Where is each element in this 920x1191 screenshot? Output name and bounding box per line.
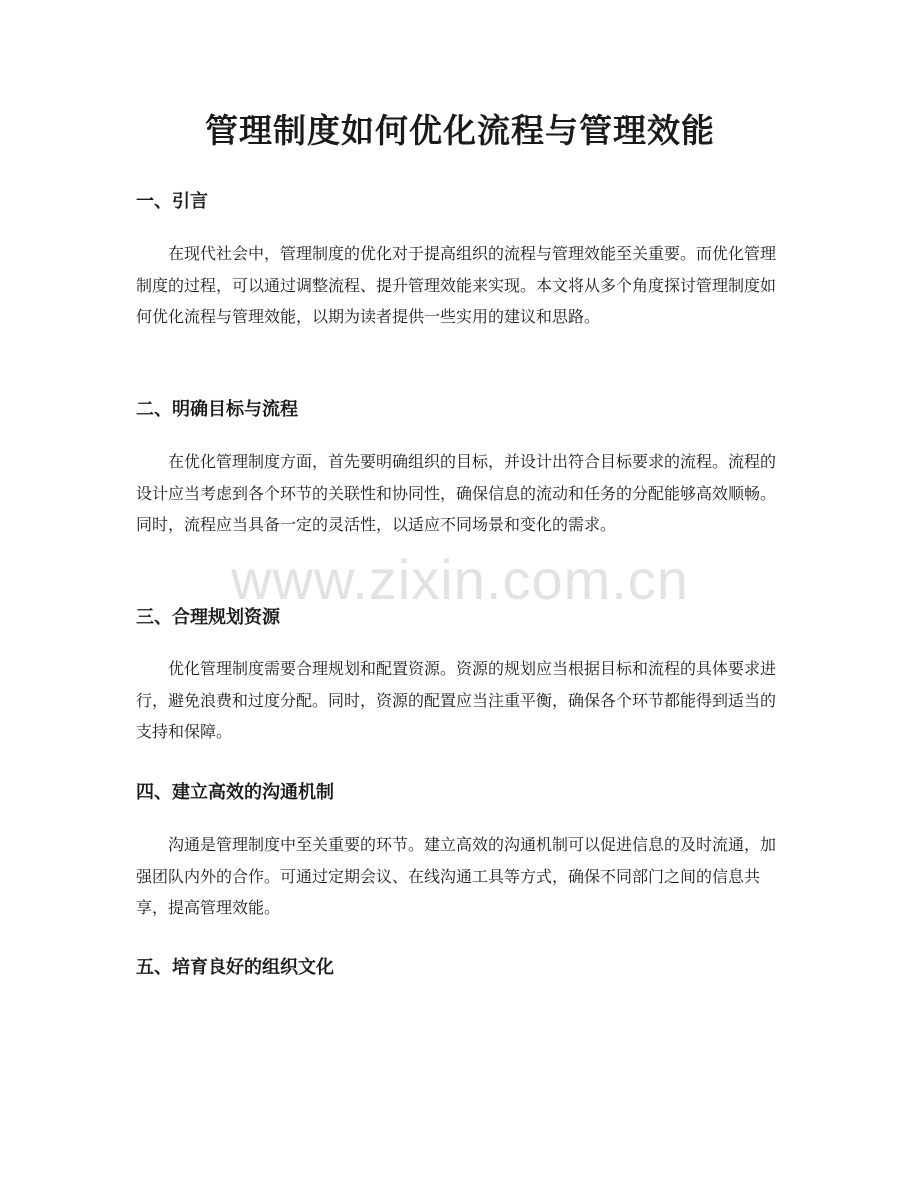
section-paragraph-resource-planning: 优化管理制度需要合理规划和配置资源。资源的规划应当根据目标和流程的具体要求进行，避免浪费和过度分配。同时，资源的配置应当注重平衡，确保各个环节都能得到适当的支持和保障。 [136,659,777,741]
section-heading-organizational-culture: 五、培育良好的组织文化 [136,957,334,978]
section-paragraph-introduction: 在现代社会中，管理制度的优化对于提高组织的流程与管理效能至关重要。而优化管理制度的过程，可以通过调整流程、提升管理效能来实现。本文将从多个角度探讨管理制度如何优化流程与管理效能，以期为读者提供一些实用的建议和思路。 [136,244,777,326]
section-heading-goals-and-process: 二、明确目标与流程 [136,399,298,420]
section-heading-resource-planning: 三、合理规划资源 [136,607,280,628]
section-paragraph-goals-and-process: 在优化管理制度方面，首先要明确组织的目标，并设计出符合目标要求的流程。流程的设计应当考虑到各个环节的关联性和协同性，确保信息的流动和任务的分配能够高效顺畅。同时，流程应当具备一定的灵活性，以适应不同场景和变化的需求。 [136,452,777,534]
section-heading-communication: 四、建立高效的沟通机制 [136,782,334,803]
section-paragraph-communication: 沟通是管理制度中至关重要的环节。建立高效的沟通机制可以促进信息的及时流通，加强团队内外的合作。可通过定期会议、在线沟通工具等方式，确保不同部门之间的信息共享，提高管理效能。 [136,835,777,917]
section-heading-introduction: 一、引言 [136,191,208,212]
watermark: www.zixin.com.cn [231,548,689,611]
document-title: 管理制度如何优化流程与管理效能 [205,111,715,150]
